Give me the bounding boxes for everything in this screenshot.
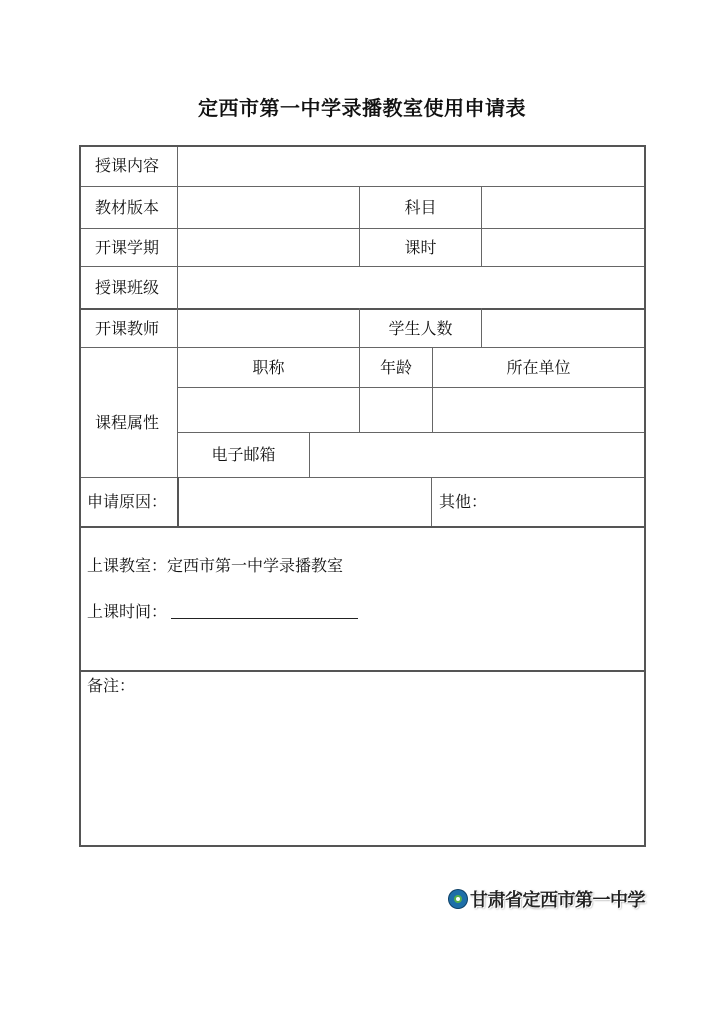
hours-label: 课时: [404, 238, 437, 257]
application-form: [79, 145, 646, 847]
job-title-input[interactable]: [178, 388, 359, 432]
subject-input[interactable]: [482, 187, 644, 228]
job-title-label: 职称: [252, 358, 285, 377]
classroom-location: 上课教室：定西市第一中学录播教室: [87, 556, 344, 575]
other-label: 其他：: [439, 492, 488, 511]
term-input[interactable]: [178, 229, 359, 266]
edition-input[interactable]: [178, 187, 359, 228]
subject-label: 科目: [404, 198, 437, 217]
email-label: 电子邮箱: [211, 445, 276, 464]
content-input[interactable]: [178, 147, 644, 186]
school-emblem-icon: [449, 890, 467, 908]
school-logo: [449, 886, 645, 912]
course-attr-label: 课程属性: [95, 413, 160, 432]
unit-input[interactable]: [433, 388, 644, 432]
hours-input[interactable]: [482, 229, 644, 266]
edition-label: 教材版本: [95, 198, 160, 217]
age-label: 年龄: [379, 358, 412, 377]
content-label: 授课内容: [95, 156, 160, 175]
reason-label: 申请原因：: [87, 492, 168, 511]
page-title: 定西市第一中学录播教室使用申请表: [198, 96, 526, 120]
class-input[interactable]: [178, 267, 644, 308]
age-input[interactable]: [360, 388, 432, 432]
class-time-line[interactable]: [171, 618, 358, 619]
teacher-label: 开课教师: [95, 319, 160, 338]
unit-label: 所在单位: [506, 358, 571, 377]
class-label: 授课班级: [95, 278, 160, 297]
notes-label: 备注：: [87, 676, 136, 695]
students-input[interactable]: [482, 310, 644, 347]
school-logo-text: 甘肃省定西市第一中学: [470, 890, 645, 911]
teacher-input[interactable]: [178, 310, 359, 347]
students-label: 学生人数: [388, 319, 453, 338]
term-label: 开课学期: [95, 238, 160, 257]
email-input[interactable]: [310, 433, 644, 477]
reason-input[interactable]: [179, 478, 431, 526]
other-input[interactable]: [481, 478, 644, 526]
notes-area[interactable]: [81, 697, 644, 845]
class-time-label: 上课时间：: [87, 602, 168, 621]
